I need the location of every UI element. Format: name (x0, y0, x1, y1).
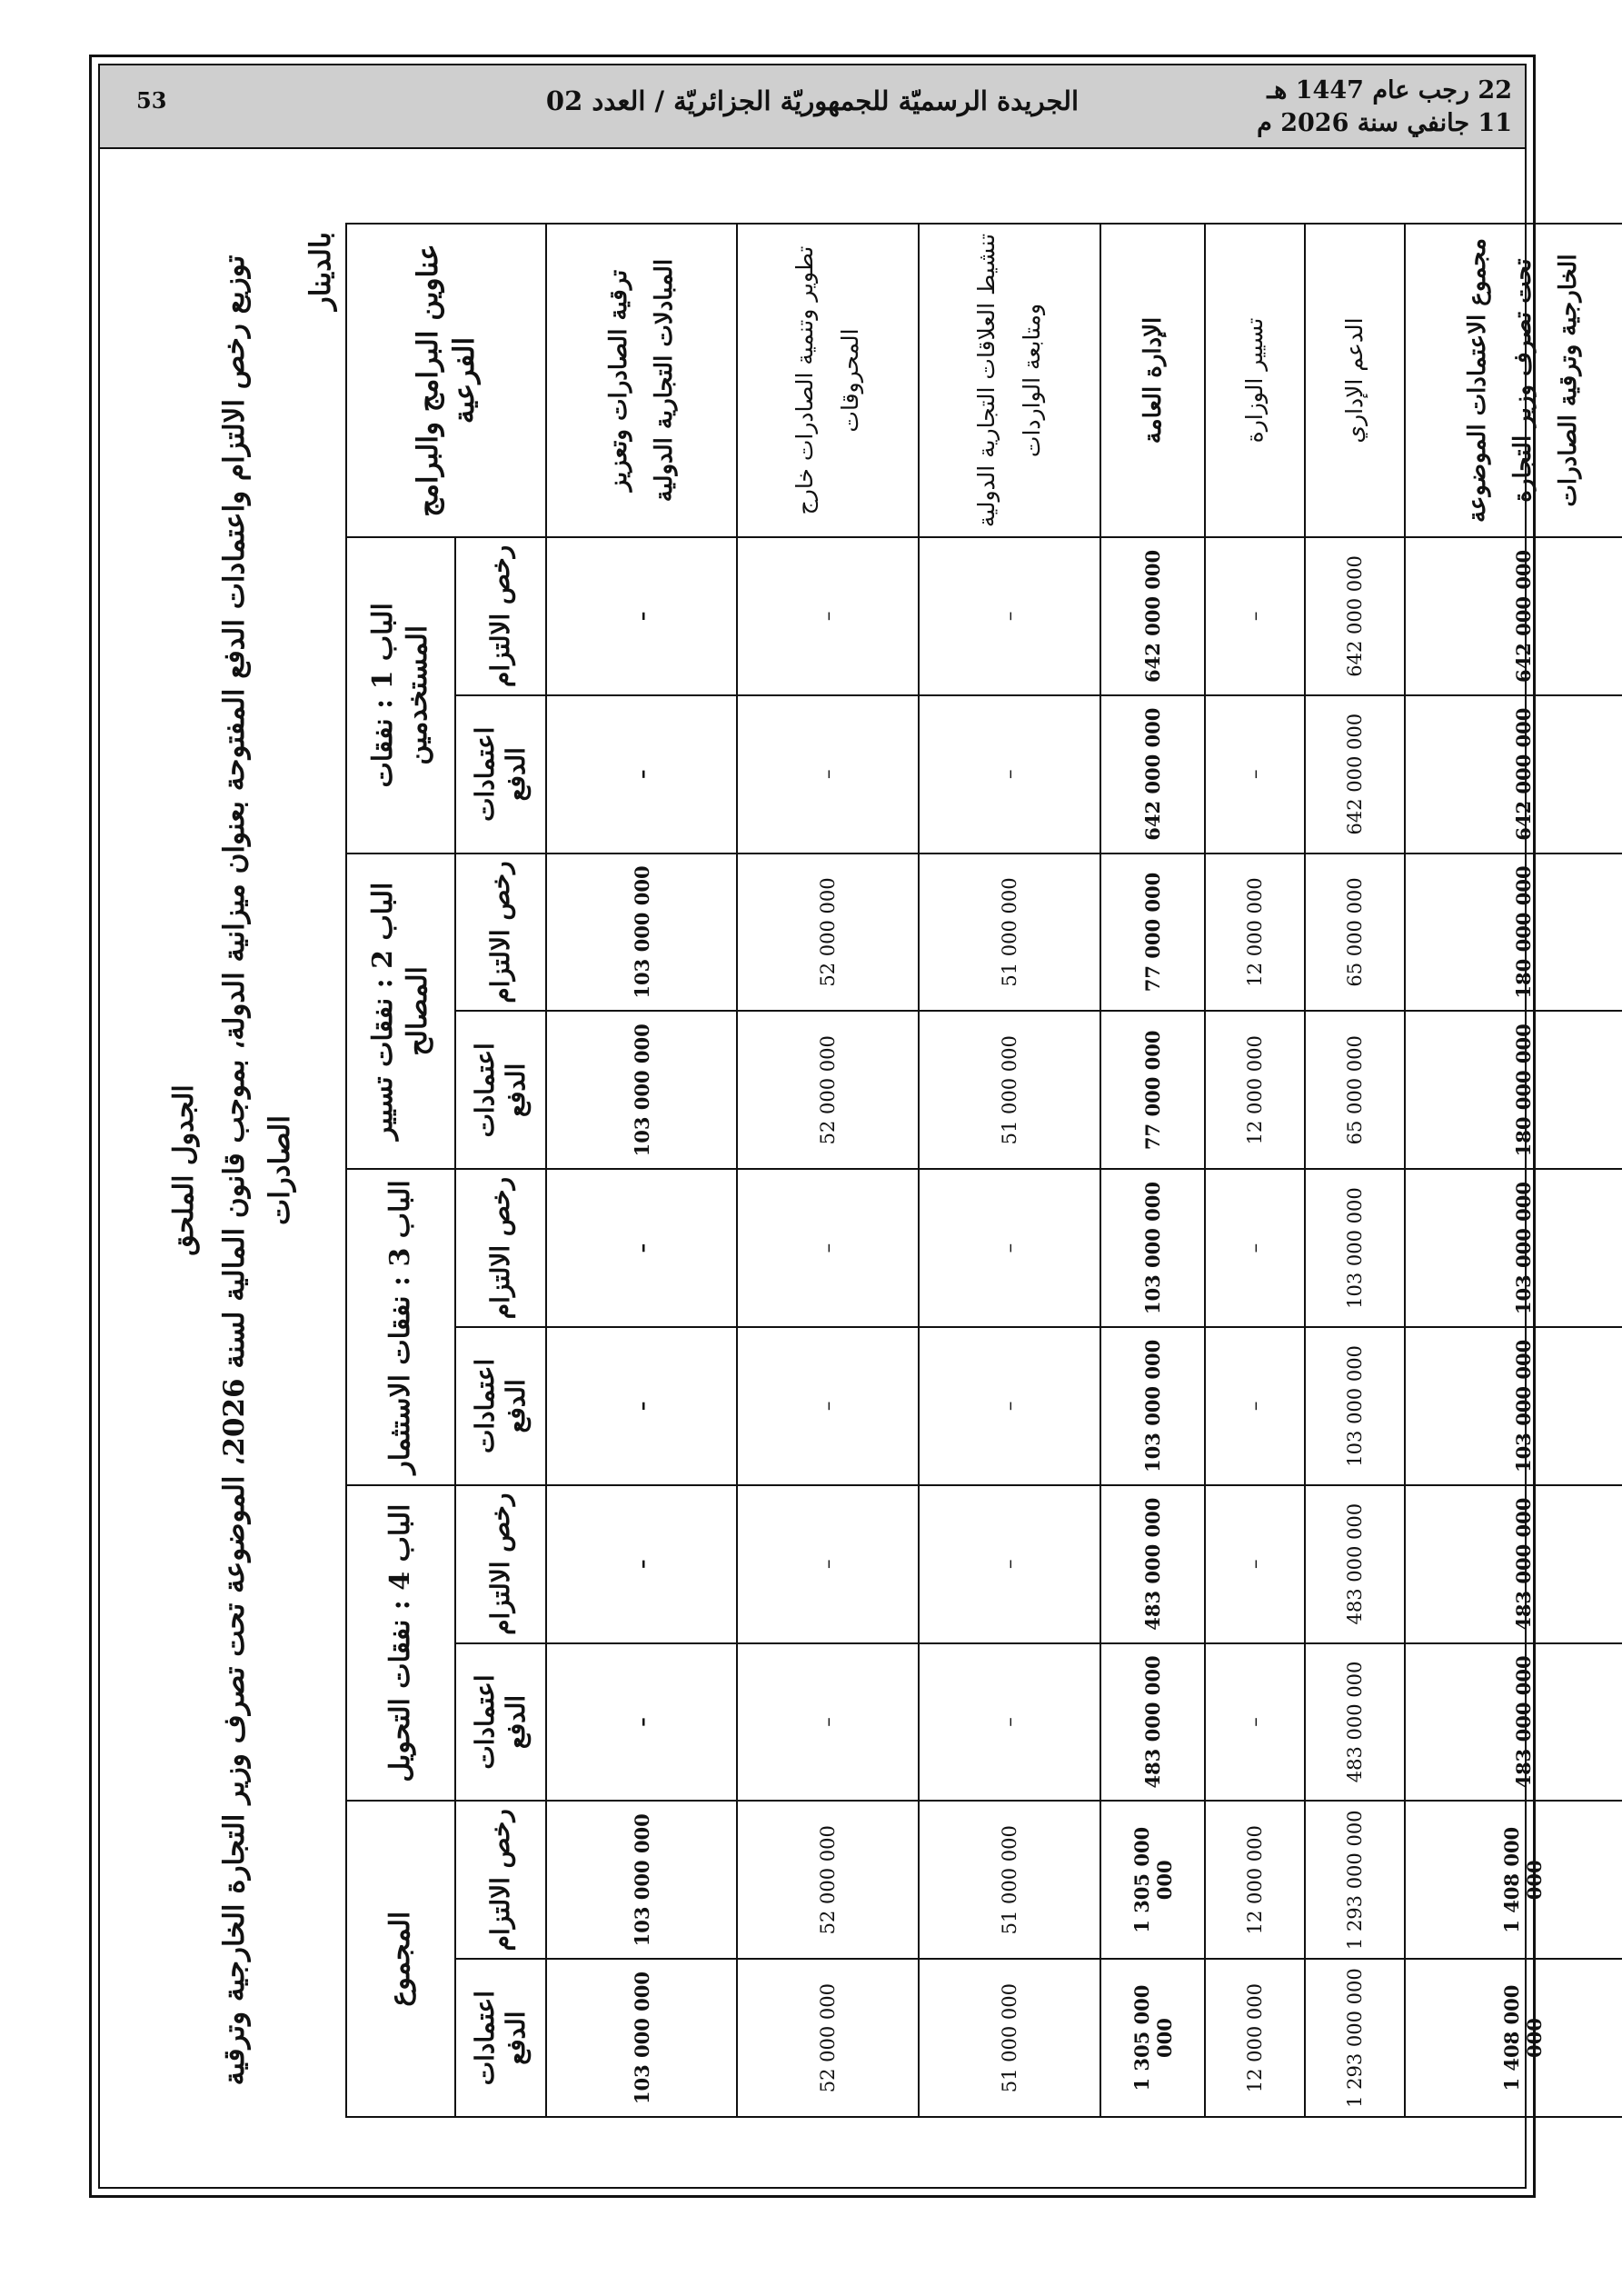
cell-value: 103 000 000 (1405, 1327, 1622, 1485)
cell-value: 1 305 000 000 (1100, 1959, 1205, 2117)
gazette-title: الجريدة الرسميّة للجمهوريّة الجزائريّة / العدد 02 (545, 85, 1080, 116)
cell-value: – (546, 1643, 737, 1802)
group-header-chapter4: الباب 4 : نفقات التحويل (346, 1485, 455, 1802)
cell-value: – (546, 695, 737, 854)
cell-value: 51 000 000 (919, 1801, 1100, 1959)
date-hijri: 22 رجب عام 1447 هـ (1267, 76, 1512, 105)
cell-value: – (737, 1327, 919, 1485)
row-label: تطوير وتنمية الصادرات خارج المحروقات (737, 224, 919, 537)
cell-value: – (1205, 1485, 1305, 1643)
table-row (737, 224, 919, 2117)
subheader-payment: اعتمادات الدفع (455, 695, 546, 854)
table-row (1205, 224, 1305, 2117)
cell-value: 103 000 000 (1100, 1327, 1205, 1485)
cell-value: 52 000 000 (737, 854, 919, 1012)
subheader-commitment: رخص الالتزام (455, 537, 546, 695)
cell-value: – (737, 695, 919, 854)
cell-value: – (1205, 1643, 1305, 1802)
cell-value: 1 408 000 000 (1405, 1959, 1622, 2117)
cell-value: – (737, 1485, 919, 1643)
annex-title: الجدول الملحق (168, 1084, 200, 1256)
issue-date (1257, 75, 1512, 140)
cell-value: 483 000 000 (1100, 1643, 1205, 1802)
cell-value: – (1205, 695, 1305, 854)
allocation-table (345, 223, 1622, 2118)
cell-value: 1 293 000 000 (1305, 1959, 1405, 2117)
row-label: الدعم الإداري (1305, 224, 1405, 537)
row-label: الإدارة العامة (1100, 224, 1205, 537)
cell-value: 483 000 000 (1100, 1485, 1205, 1643)
cell-value: 642 000 000 (1100, 537, 1205, 695)
subheader-payment: اعتمادات الدفع (455, 1643, 546, 1802)
cell-value: 51 000 000 (919, 1959, 1100, 2117)
table-body (546, 224, 1622, 2117)
table-row (1305, 224, 1405, 2117)
cell-value: – (546, 537, 737, 695)
cell-value: 642 000 000 (1305, 695, 1405, 854)
subheader-payment: اعتمادات الدفع (455, 1959, 546, 2117)
cell-value: 103 000 000 (546, 854, 737, 1012)
program-header: عناوين البرامج والبرامج الفرعية (346, 224, 546, 537)
gazette-header (100, 65, 1525, 149)
cell-value: – (919, 1485, 1100, 1643)
cell-value: 103 000 000 (1305, 1169, 1405, 1327)
group-header-chapter2: الباب 2 : نفقات تسيير المصالح (346, 854, 455, 1170)
cell-value: 51 000 000 (919, 854, 1100, 1012)
cell-value: 103 000 000 (1405, 1169, 1622, 1327)
subheader-commitment: رخص الالتزام (455, 1169, 546, 1327)
subheader-payment: اعتمادات الدفع (455, 1327, 546, 1485)
currency-unit: بالدينار (304, 232, 337, 311)
cell-value: 483 000 000 (1405, 1485, 1622, 1643)
cell-value: – (1205, 537, 1305, 695)
cell-value: 642 000 000 (1405, 537, 1622, 695)
row-label: مجموع الاعتمادات الموضوعة تحت تصرف وزير التجارة الخارجية وترقية الصادرات (1405, 224, 1622, 537)
cell-value: 1 293 000 000 (1305, 1801, 1405, 1959)
subheader-payment: اعتمادات الدفع (455, 1011, 546, 1169)
cell-value: 642 000 000 (1405, 695, 1622, 854)
cell-value: – (737, 1169, 919, 1327)
table-row (919, 224, 1100, 2117)
cell-value: 180 000 000 (1405, 1011, 1622, 1169)
subheader-commitment: رخص الالتزام (455, 854, 546, 1012)
row-label: ترقية الصادرات وتعزيز المبادلات التجارية الدولية (546, 224, 737, 537)
cell-value: 77 000 000 (1100, 854, 1205, 1012)
table-row (1100, 224, 1205, 2117)
cell-value: 103 000 000 (546, 1959, 737, 2117)
cell-value: 65 000 000 (1305, 854, 1405, 1012)
cell-value: 483 000 000 (1305, 1643, 1405, 1802)
cell-value: – (919, 1327, 1100, 1485)
cell-value: 483 000 000 (1305, 1485, 1405, 1643)
cell-value: – (737, 537, 919, 695)
cell-value: 103 000 000 (1305, 1327, 1405, 1485)
table-row (546, 224, 737, 2117)
row-label: تنشيط العلاقات التجارية الدولية ومتابعة الواردات (919, 224, 1100, 537)
date-gregorian: 11 جانفي سنة 2026 م (1257, 109, 1512, 137)
cell-value: 51 000 000 (919, 1011, 1100, 1169)
group-header-total: المجموع (346, 1801, 455, 2117)
cell-value: 65 000 000 (1305, 1011, 1405, 1169)
page-number: 53 (136, 87, 167, 114)
cell-value: 12 000 000 (1205, 1011, 1305, 1169)
cell-value: 12 000 000 (1205, 854, 1305, 1012)
cell-value: – (546, 1485, 737, 1643)
cell-value: 103 000 000 (546, 1801, 737, 1959)
cell-value: 1 408 000 000 (1405, 1801, 1622, 1959)
cell-value: 642 000 000 (1305, 537, 1405, 695)
cell-value: 12 000 000 (1205, 1801, 1305, 1959)
annex-description: توزيع رخص الالتزام واعتمادات الدفع المفتوحة بعنوان ميزانية الدولة، بموجب قانون المالية لسنة 2026، الموضوعة تحت تصرف وزير التجارة الخارجية وترقية الصادرات (218, 255, 296, 2086)
cell-value: – (919, 695, 1100, 854)
subheader-commitment: رخص الالتزام (455, 1801, 546, 1959)
cell-value: – (546, 1327, 737, 1485)
cell-value: 103 000 000 (1100, 1169, 1205, 1327)
cell-value: – (919, 1169, 1100, 1327)
cell-value: – (919, 537, 1100, 695)
cell-value: 52 000 000 (737, 1011, 919, 1169)
cell-value: 12 000 000 (1205, 1959, 1305, 2117)
cell-value: 642 000 000 (1100, 695, 1205, 854)
annex-rotated-content (141, 159, 1582, 2181)
table-row (1405, 224, 1622, 2117)
cell-value: 52 000 000 (737, 1801, 919, 1959)
subheader-commitment: رخص الالتزام (455, 1485, 546, 1643)
group-header-chapter1: الباب 1 : نفقات المستخدمين (346, 537, 455, 854)
cell-value: – (1205, 1327, 1305, 1485)
cell-value: – (1205, 1169, 1305, 1327)
cell-value: 1 305 000 000 (1100, 1801, 1205, 1959)
group-header-chapter3: الباب 3 : نفقات الاستثمار (346, 1169, 455, 1485)
cell-value: – (546, 1169, 737, 1327)
cell-value: 52 000 000 (737, 1959, 919, 2117)
cell-value: 103 000 000 (546, 1011, 737, 1169)
cell-value: – (737, 1643, 919, 1802)
row-label: تسيير الوزارة (1205, 224, 1305, 537)
cell-value: 77 000 000 (1100, 1011, 1205, 1169)
cell-value: – (919, 1643, 1100, 1802)
cell-value: 180 000 000 (1405, 854, 1622, 1012)
cell-value: 483 000 000 (1405, 1643, 1622, 1802)
